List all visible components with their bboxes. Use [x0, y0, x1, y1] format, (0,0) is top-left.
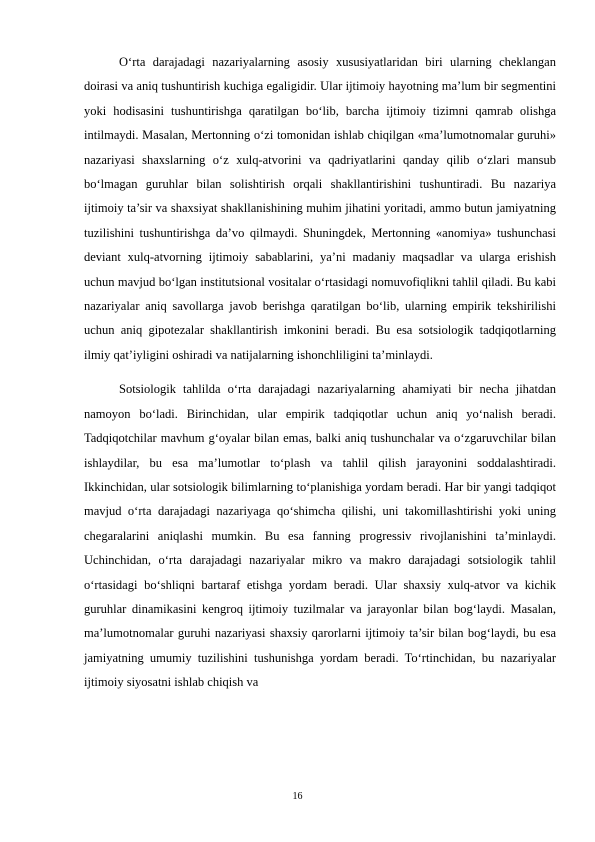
- document-page: [84, 50, 556, 705]
- page-number: 16: [292, 791, 303, 802]
- paragraph-2: Sotsiologik tahlilda o‘rta darajadagi nazariyalarning ahamiyati bir necha jihatdan namoyon bo‘ladi. Birinchidan, ular empirik tadqiqotlar uchun aniq yo‘nalish beradi. Tadqiqotchilar mavhum g‘oyalar bilan emas, balki aniq tushunchalar va o‘zgaruvchilar bilan ishlaydilar, bu esa ma’lumotlar to‘plash va tahlil qilish jarayonini soddalashtiradi. Ikkinchidan, ular sotsiologik bilimlarning to‘planishiga yordam beradi. Har bir yangi tadqiqot mavjud o‘rta darajadagi nazariyaga qo‘shimcha qilishi, uni takomillashtirishi yoki uning chegaralarini aniqlashi mumkin. Bu esa fanning progressiv rivojlanishini ta’minlaydi. Uchinchidan, o‘rta darajadagi nazariyalar mikro va makro darajadagi sotsiologik tahlil o‘rtasidagi bo‘shliqni bartaraf etishga yordam beradi. Ular shaxsiy xulq-atvor va kichik guruhlar dinamikasini kengroq ijtimoiy tuzilmalar va jarayonlar bilan bog‘laydi. Masalan, ma’lumotnomalar guruhi nazariyasi shaxsiy qarorlarni ijtimoiy ta’sir bilan bog‘laydi, bu esa jamiyatning umumiy tuzilishini tushunishga yordam beradi. To‘rtinchidan, bu nazariyalar ijtimoiy siyosatni ishlab chiqish va: [84, 382, 556, 690]
- paragraph-1: O‘rta darajadagi nazariyalarning asosiy xususiyatlaridan biri ularning cheklangan doirasi va aniq tushuntirish kuchiga egaligidir. Ular ijtimoiy hayotning ma’lum bir segmentini yoki hodisasini tushuntirishga qaratilgan bo‘lib, barcha ijtimoiy tizimni qamrab olishga intilmaydi. Masalan, Mertonning o‘zi tomonidan ishlab chiqilgan «ma’lumotnomalar guruhi» nazariyasi shaxslarning o‘z xulq-atvorini va qadriyatlarini qanday qilib o‘zlari mansub bo‘lmagan guruhlar bilan solishtirish orqali shakllantirishini tushuntiradi. Bu nazariya ijtimoiy ta’sir va shaxsiyat shakllanishining muhim jihatini yoritadi, ammo butun jamiyatning tuzilishini tushuntirishga da’vo qilmaydi. Shuningdek, Mertonning «anomiya» tushunchasi deviant xulq-atvorning ijtimoiy sabablarini, ya’ni madaniy maqsadlar va ularga erishish uchun mavjud bo‘lgan institutsional vositalar o‘rtasidagi nomuvofiqlikni tahlil qiladi. Bu kabi nazariyalar aniq savollarga javob berishga qaratilgan bo‘lib, ularning empirik tekshirilishi uchun aniq gipotezalar shakllantirish imkonini beradi. Bu esa sotsiologik tadqiqotlarning ilmiy qat’iyligini oshiradi va natijalarning ishonchliligini ta’minlaydi.: [84, 55, 556, 362]
